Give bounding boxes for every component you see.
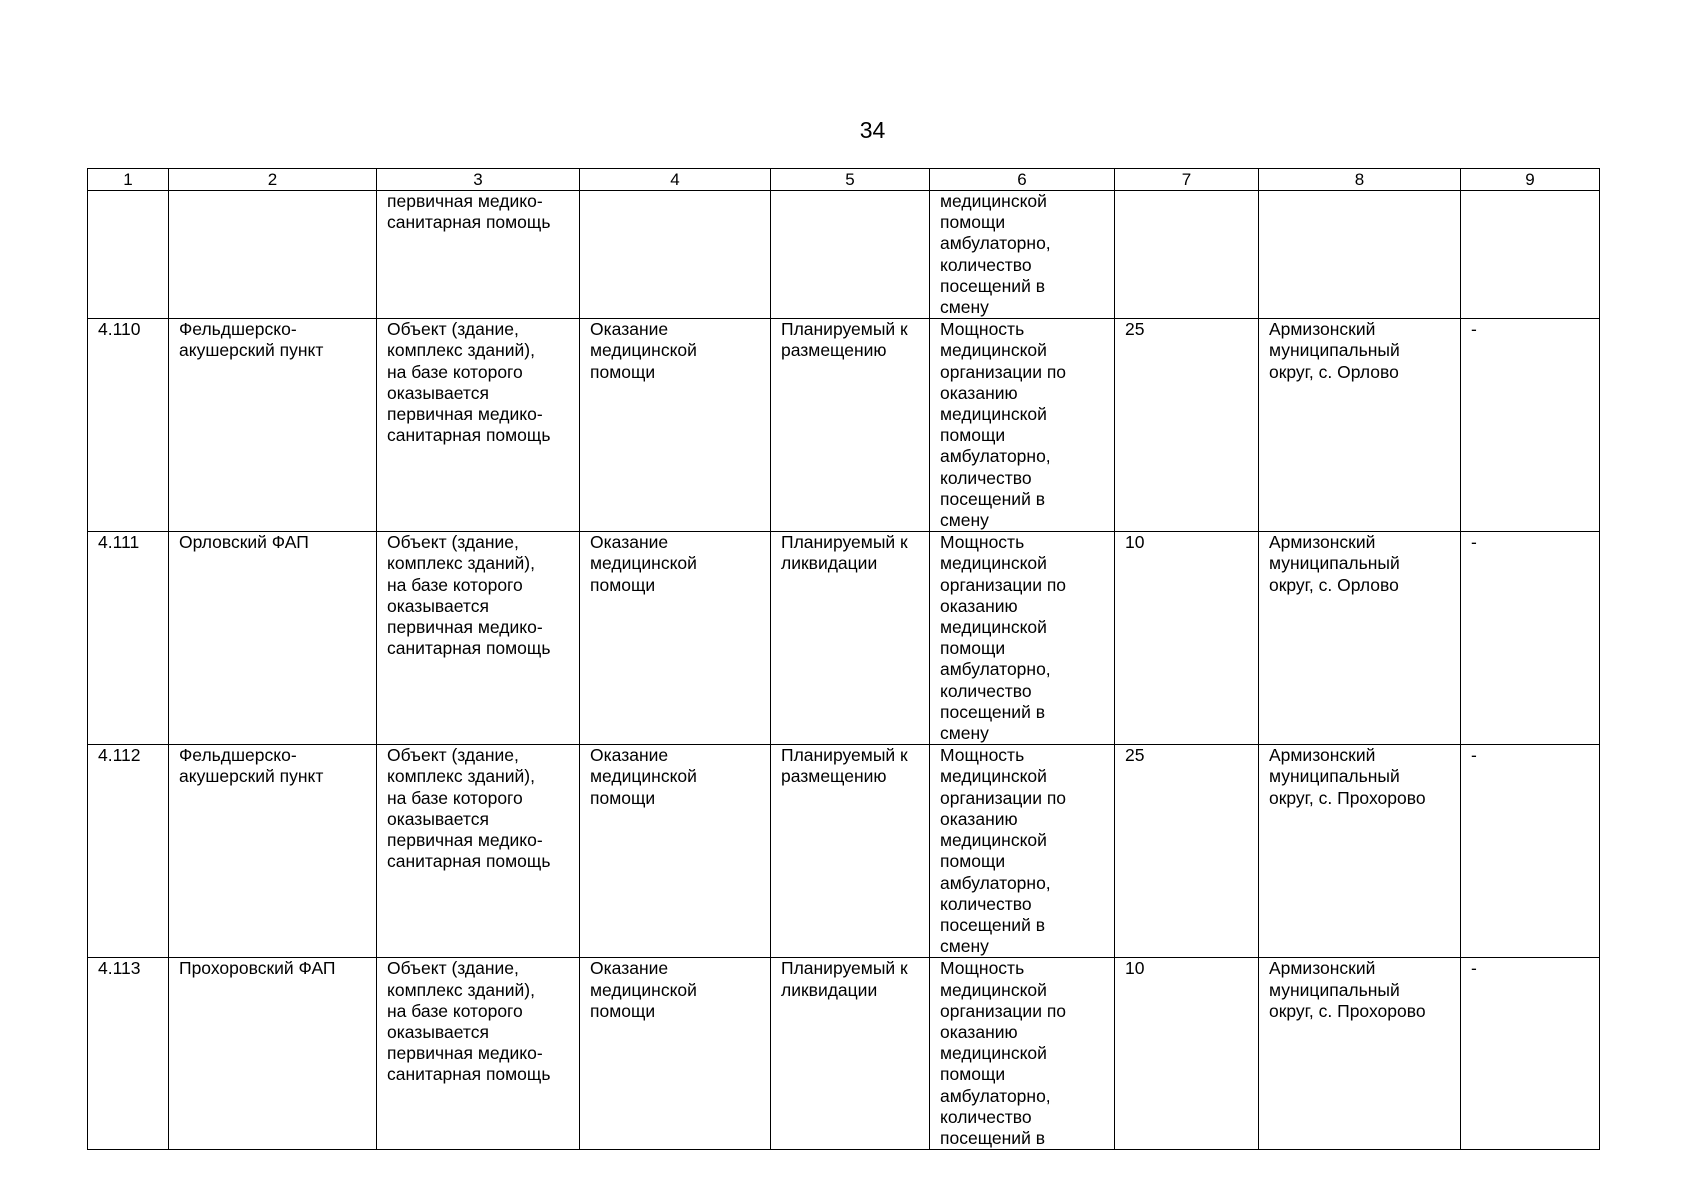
object-zone: - (1461, 532, 1600, 745)
object-status: Планируемый к размещению (771, 745, 930, 958)
table-cell (1461, 191, 1600, 319)
object-characteristic: Мощность медицинской организации по оказанию медицинской помощи амбулаторно, количество посещений в смену (930, 532, 1115, 745)
object-value: 25 (1115, 319, 1259, 532)
object-zone: - (1461, 745, 1600, 958)
column-header: 4 (580, 169, 771, 191)
object-status: Планируемый к ликвидации (771, 532, 930, 745)
object-purpose: Оказание медицинской помощи (580, 958, 771, 1150)
object-characteristic: Мощность медицинской организации по оказанию медицинской помощи амбулаторно, количество посещений в смену (930, 319, 1115, 532)
object-name: Прохоровский ФАП (169, 958, 377, 1150)
table-row (88, 532, 1600, 745)
object-name: Орловский ФАП (169, 532, 377, 745)
table-cell: медицинской помощи амбулаторно, количество посещений в смену (930, 191, 1115, 319)
row-number: 4.113 (88, 958, 169, 1150)
column-header: 9 (1461, 169, 1600, 191)
object-characteristic: Мощность медицинской организации по оказанию медицинской помощи амбулаторно, количество посещений в смену (930, 745, 1115, 958)
table-row (88, 745, 1600, 958)
object-name: Фельдшерско- акушерский пункт (169, 745, 377, 958)
table-cell (169, 191, 377, 319)
column-header: 3 (377, 169, 580, 191)
row-number: 4.111 (88, 532, 169, 745)
object-status: Планируемый к размещению (771, 319, 930, 532)
object-type: Объект (здание, комплекс зданий), на базе которого оказывается первичная медико- санитарная помощь (377, 745, 580, 958)
object-type: Объект (здание, комплекс зданий), на базе которого оказывается первичная медико- санитарная помощь (377, 532, 580, 745)
object-value: 10 (1115, 958, 1259, 1150)
table-cell (580, 191, 771, 319)
object-location: Армизонский муниципальный округ, с. Орлово (1259, 532, 1461, 745)
object-zone: - (1461, 319, 1600, 532)
column-header: 2 (169, 169, 377, 191)
object-value: 25 (1115, 745, 1259, 958)
object-characteristic: Мощность медицинской организации по оказанию медицинской помощи амбулаторно, количество посещений в (930, 958, 1115, 1150)
object-location: Армизонский муниципальный округ, с. Орлово (1259, 319, 1461, 532)
object-value: 10 (1115, 532, 1259, 745)
page-number: 34 (859, 117, 886, 143)
column-header: 5 (771, 169, 930, 191)
row-number: 4.112 (88, 745, 169, 958)
row-number: 4.110 (88, 319, 169, 532)
table-cell (1259, 191, 1461, 319)
table-cell (1115, 191, 1259, 319)
table-row (88, 319, 1600, 532)
object-location: Армизонский муниципальный округ, с. Прохорово (1259, 958, 1461, 1150)
table-row (88, 958, 1600, 1150)
object-purpose: Оказание медицинской помощи (580, 319, 771, 532)
table-header-row (88, 169, 1600, 191)
object-zone: - (1461, 958, 1600, 1150)
object-purpose: Оказание медицинской помощи (580, 532, 771, 745)
column-header: 7 (1115, 169, 1259, 191)
table-row-continuation (88, 191, 1600, 319)
column-header: 1 (88, 169, 169, 191)
object-type: Объект (здание, комплекс зданий), на базе которого оказывается первичная медико- санитарная помощь (377, 319, 580, 532)
object-status: Планируемый к ликвидации (771, 958, 930, 1150)
object-purpose: Оказание медицинской помощи (580, 745, 771, 958)
object-location: Армизонский муниципальный округ, с. Прохорово (1259, 745, 1461, 958)
table-cell (88, 191, 169, 319)
objects-table (87, 168, 1600, 1150)
table-cell: первичная медико- санитарная помощь (377, 191, 580, 319)
table-cell (771, 191, 930, 319)
column-header: 8 (1259, 169, 1461, 191)
object-type: Объект (здание, комплекс зданий), на базе которого оказывается первичная медико- санитарная помощь (377, 958, 580, 1150)
object-name: Фельдшерско- акушерский пункт (169, 319, 377, 532)
column-header: 6 (930, 169, 1115, 191)
